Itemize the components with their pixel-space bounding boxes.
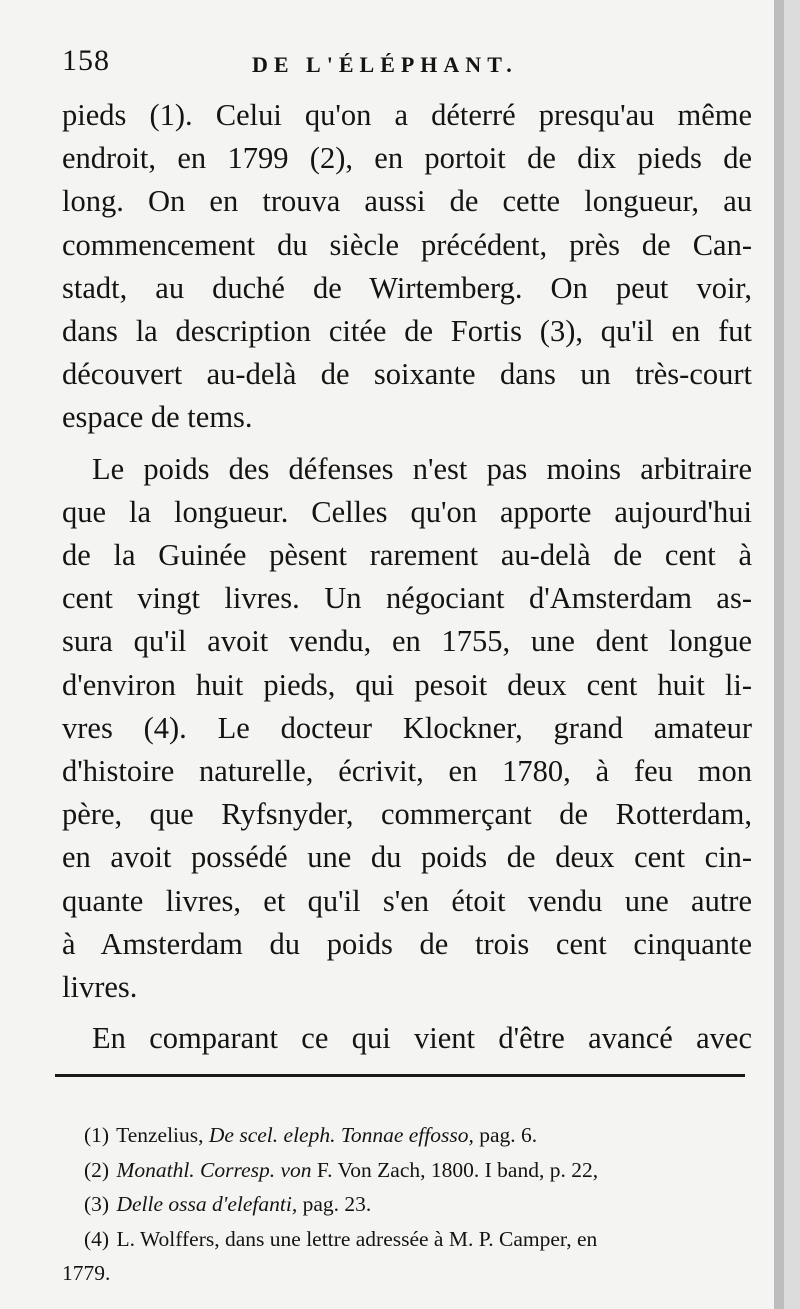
- text-line: commencement du siècle précédent, près de Can-: [62, 227, 752, 262]
- text-line: pieds (1). Celui qu'on a déterré presqu'au même: [62, 98, 752, 132]
- text-line: cent vingt livres. Un négociant d'Amsterdam as-: [62, 581, 752, 616]
- footnote-text: pag. 6.: [479, 1123, 538, 1147]
- text-line: stadt, au duché de Wirtemberg. On peut voir,: [62, 270, 752, 305]
- text-line: d'histoire naturelle, écrivit, en 1780, à feu mon: [62, 754, 752, 789]
- body-text: [62, 94, 752, 1060]
- text-line: long. On en trouva aussi de cette longueur, au: [62, 184, 752, 219]
- text-line: à Amsterdam du poids de trois cent cinquante: [62, 926, 752, 961]
- text-line: de la Guinée pèsent rarement au-delà de cent à: [62, 538, 752, 573]
- text-line: en avoit possédé une du poids de deux cent cin-: [62, 840, 752, 875]
- footnote-number: (1): [84, 1123, 110, 1147]
- page-number: 158: [62, 44, 110, 77]
- text-line: Le poids des défenses n'est pas moins arbitraire: [92, 451, 752, 486]
- footnote-text: Tenzelius,: [116, 1123, 204, 1147]
- text-line: sura qu'il avoit vendu, en 1755, une dent longue: [62, 624, 752, 659]
- text-line: père, que Ryfsnyder, commerçant de Rotterdam,: [62, 797, 752, 832]
- text-line: livres.: [62, 970, 138, 1005]
- footnotes: [62, 1118, 752, 1291]
- text-line: d'environ huit pieds, qui pesoit deux cent huit li-: [62, 667, 752, 702]
- footnote-number: (4): [84, 1226, 110, 1251]
- text-line: découvert au-delà de soixante dans un très-court: [62, 357, 752, 392]
- footnote-4-continued: [62, 1256, 752, 1291]
- text-line: endroit, en 1799 (2), en portoit de dix pieds de: [62, 141, 752, 176]
- text-line: vres (4). Le docteur Klockner, grand amateur: [62, 710, 752, 745]
- footnote-number: (3): [84, 1192, 110, 1216]
- paragraph-3: [62, 1017, 752, 1060]
- footnote-text: 1779.: [62, 1261, 111, 1285]
- footnote-2: [62, 1153, 752, 1188]
- footnote-title: De scel. eleph. Tonnae effosso,: [208, 1123, 474, 1147]
- running-title: DE L'ÉLÉPHANT.: [252, 52, 518, 77]
- text-line: que la longueur. Celles qu'on apporte aujourd'hui: [62, 494, 752, 529]
- footnote-title: Monathl. Corresp. von: [116, 1157, 312, 1182]
- footnote-text: F. Von Zach, 1800. I band, p. 22,: [316, 1157, 599, 1182]
- text-line: quante livres, et qu'il s'en étoit vendu une autre: [62, 883, 752, 918]
- page-header: [62, 44, 752, 94]
- text-line: espace de tems.: [62, 400, 253, 435]
- footnote-text: L. Wolffers, dans une lettre adressée à M. P. Camper, en: [116, 1226, 598, 1251]
- footnote-title: Delle ossa d'elefanti,: [116, 1192, 298, 1216]
- footnote-1: [62, 1118, 752, 1153]
- paragraph-1: [62, 94, 752, 440]
- text-line: dans la description citée de Fortis (3), qu'il en fut: [62, 314, 752, 349]
- paragraph-2: [62, 448, 752, 1010]
- footnote-4: [62, 1222, 752, 1257]
- footnote-number: (2): [84, 1157, 110, 1182]
- footnote-text: pag. 23.: [302, 1192, 372, 1216]
- footnote-rule: [55, 1074, 745, 1077]
- footnote-3: [62, 1187, 752, 1222]
- text-line: En comparant ce qui vient d'être avancé avec: [92, 1021, 752, 1056]
